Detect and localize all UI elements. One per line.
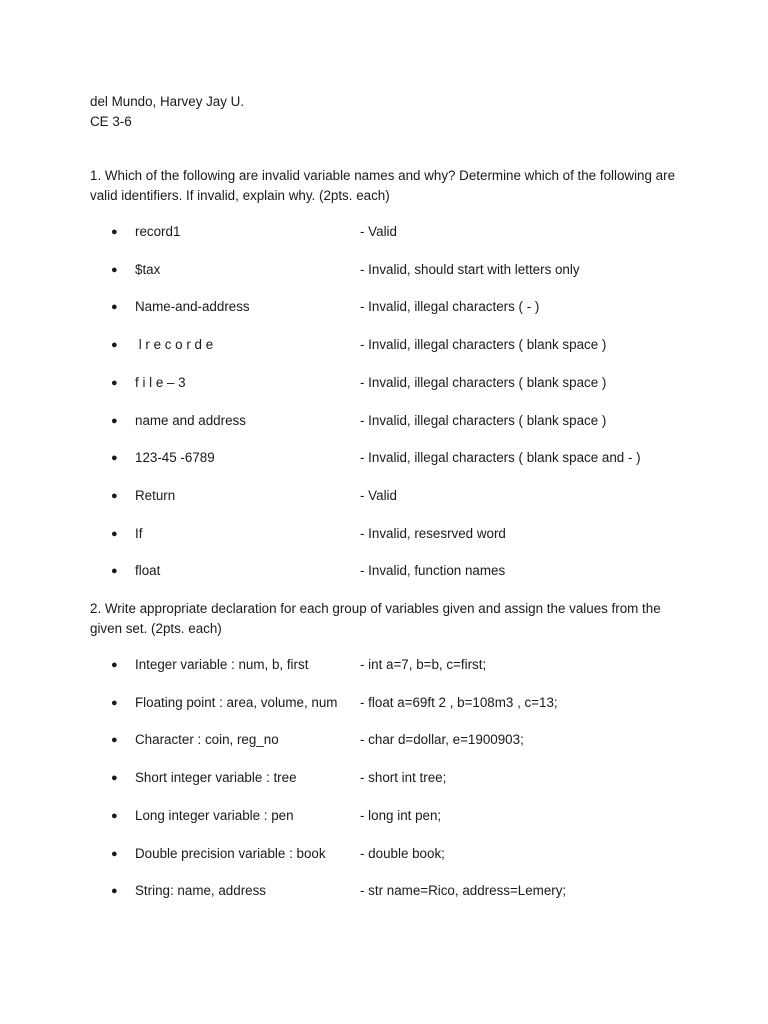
item-term: Character : coin, reg_no bbox=[135, 732, 279, 748]
question-2-prompt: 2. Write appropriate declaration for each group of variables given and assign the values from the given set. (2pts. each) bbox=[90, 601, 661, 636]
item-term: name and address bbox=[135, 412, 246, 428]
item-answer: - str name=Rico, address=Lemery; bbox=[360, 883, 567, 899]
bullet-icon: ● bbox=[111, 847, 118, 860]
item-term: Return bbox=[135, 487, 176, 503]
list-item bbox=[0, 486, 768, 506]
question-1-prompt: 1. Which of the following are invalid variable names and why? Determine which of the following are valid identifiers. If invalid, explain why. (2pts. each) bbox=[90, 168, 676, 203]
bullet-icon: ● bbox=[111, 452, 118, 465]
bullet-icon: ● bbox=[111, 527, 118, 540]
bullet-icon: ● bbox=[111, 263, 118, 276]
item-answer: - short int tree; bbox=[360, 770, 447, 786]
item-answer: - Invalid, should start with letters only bbox=[360, 261, 580, 277]
list-item bbox=[0, 561, 768, 581]
bullet-icon: ● bbox=[111, 734, 118, 747]
item-answer: - Valid bbox=[360, 487, 397, 503]
bullet-icon: ● bbox=[111, 885, 118, 898]
list-item bbox=[0, 373, 768, 393]
item-answer: - Invalid, resesrved word bbox=[360, 525, 506, 541]
item-answer: - Valid bbox=[360, 224, 397, 239]
item-term: 123-45 -6789 bbox=[135, 450, 215, 466]
list-item bbox=[0, 448, 768, 468]
student-name: del Mundo, Harvey Jay U. bbox=[90, 94, 245, 109]
item-term: Integer variable : num, b, first bbox=[135, 657, 309, 672]
list-item bbox=[0, 260, 768, 280]
bullet-icon: ● bbox=[111, 772, 118, 785]
bullet-icon: ● bbox=[111, 414, 118, 427]
bullet-icon: ● bbox=[111, 301, 118, 314]
item-answer: - Invalid, illegal characters ( blank space ) bbox=[360, 337, 607, 353]
list-item bbox=[0, 655, 768, 675]
item-term: Double precision variable : book bbox=[135, 845, 326, 861]
bullet-icon: ● bbox=[111, 565, 118, 578]
list-item bbox=[0, 411, 768, 431]
item-answer: - Invalid, function names bbox=[360, 563, 506, 579]
item-answer: - char d=dollar, e=1900903; bbox=[360, 732, 524, 748]
list-item bbox=[0, 881, 768, 901]
list-item bbox=[0, 806, 768, 826]
item-term: String: name, address bbox=[135, 883, 266, 899]
item-term: Short integer variable : tree bbox=[135, 770, 297, 786]
bullet-icon: ● bbox=[111, 226, 118, 238]
item-term: If bbox=[135, 525, 143, 541]
item-answer: - Invalid, illegal characters ( blank space ) bbox=[360, 412, 607, 428]
list-item bbox=[0, 730, 768, 750]
item-answer: - long int pen; bbox=[360, 807, 442, 823]
list-item bbox=[0, 335, 768, 355]
list-item bbox=[0, 693, 768, 713]
bullet-icon: ● bbox=[111, 376, 118, 389]
list-item bbox=[0, 297, 768, 317]
item-answer: - Invalid, illegal characters ( blank space and - ) bbox=[360, 450, 641, 466]
item-term: record1 bbox=[135, 224, 181, 239]
item-term: Name-and-address bbox=[135, 299, 250, 315]
list-item bbox=[0, 768, 768, 788]
list-item bbox=[0, 844, 768, 864]
item-term: Long integer variable : pen bbox=[135, 807, 294, 823]
bullet-icon: ● bbox=[111, 696, 118, 709]
item-answer: - double book; bbox=[360, 845, 445, 861]
bullet-icon: ● bbox=[111, 809, 118, 822]
bullet-icon: ● bbox=[111, 339, 118, 352]
list-item bbox=[0, 222, 768, 242]
item-term: l r e c o r d e bbox=[135, 337, 214, 353]
item-answer: - int a=7, b=b, c=first; bbox=[360, 657, 487, 672]
item-answer: - Invalid, illegal characters ( blank space ) bbox=[360, 374, 607, 390]
item-answer: - Invalid, illegal characters ( - ) bbox=[360, 299, 540, 315]
bullet-icon: ● bbox=[111, 489, 118, 502]
student-header bbox=[90, 92, 244, 132]
list-item bbox=[0, 524, 768, 544]
item-term: $tax bbox=[135, 261, 161, 277]
student-section: CE 3-6 bbox=[90, 114, 132, 129]
item-term: float bbox=[135, 563, 161, 579]
bullet-icon: ● bbox=[111, 659, 118, 671]
item-term: Floating point : area, volume, num bbox=[135, 694, 338, 710]
item-term: f i l e – 3 bbox=[135, 374, 186, 390]
item-answer: - float a=69ft 2 , b=108m3 , c=13; bbox=[360, 694, 558, 710]
